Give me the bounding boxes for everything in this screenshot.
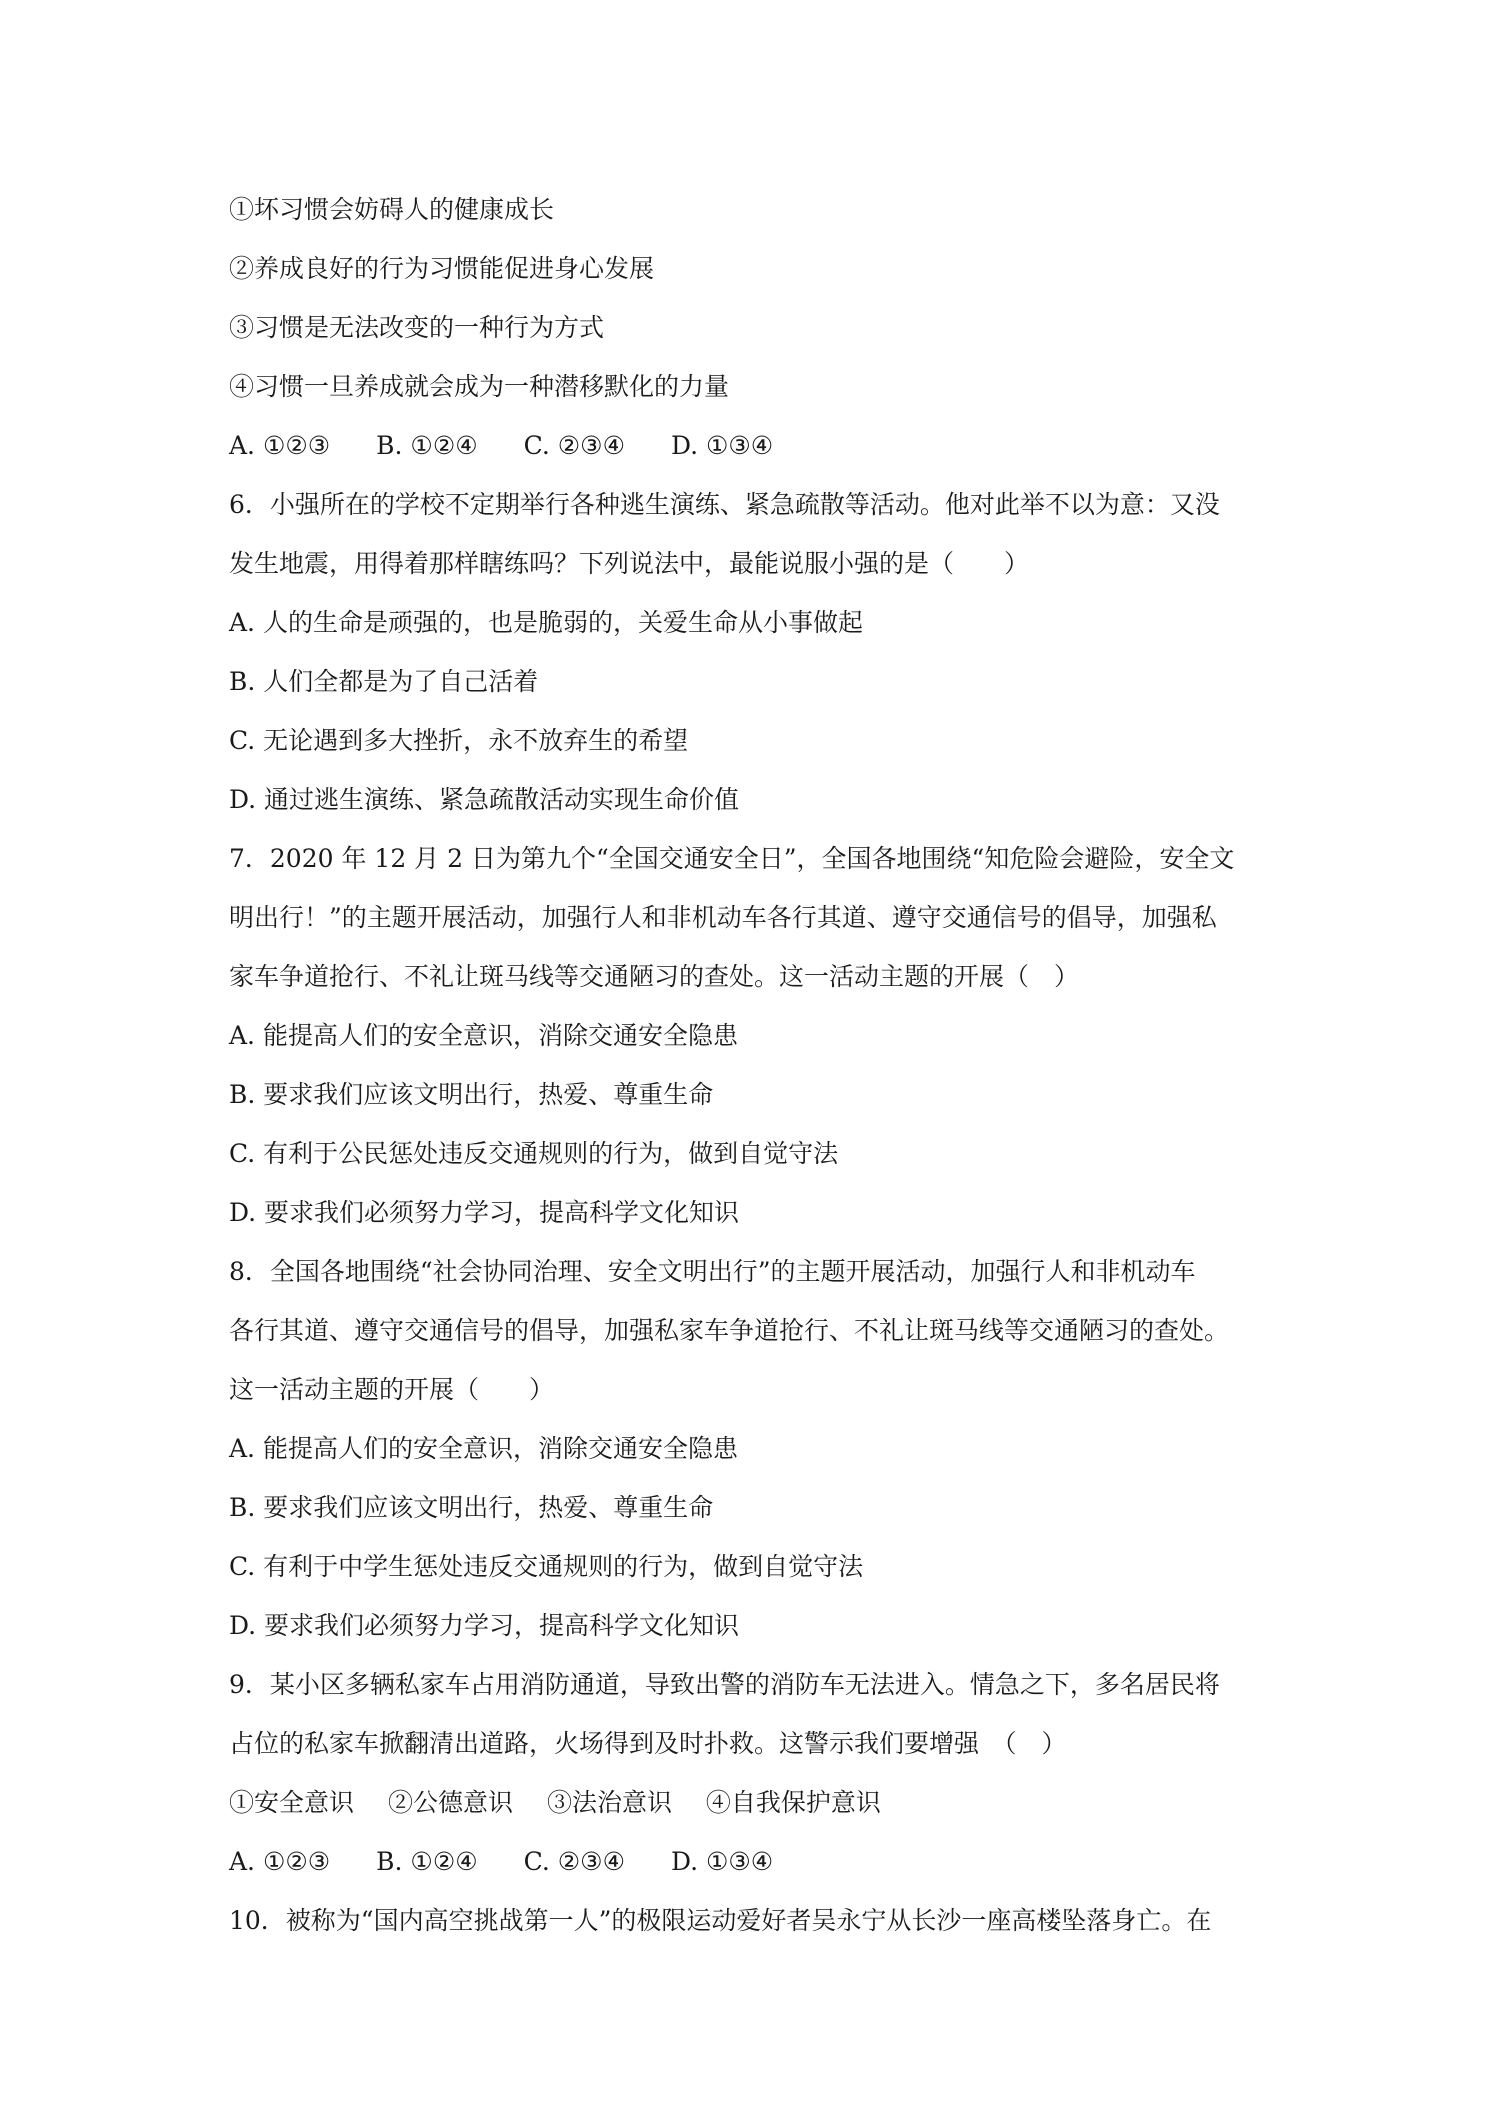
q5-statement-3: ③习惯是无法改变的一种行为方式 <box>229 313 605 342</box>
q9-statement-4: ④自我保护意识 <box>705 1788 881 1817</box>
q6-stem-line-2: 发生地震，用得着那样瞎练吗？下列说法中，最能说服小强的是（ ） <box>229 549 1030 578</box>
q8-stem-line-2: 各行其道、遵守交通信号的倡导，加强私家车争道抢行、不礼让斑马线等交通陋习的查处。 <box>229 1316 1230 1345</box>
q8-option-a: A. 能提高人们的安全意识，消除交通安全隐患 <box>229 1434 738 1463</box>
q6-option-c: C. 无论遇到多大挫折，永不放弃生的希望 <box>229 726 689 755</box>
q6-option-b: B. 人们全都是为了自己活着 <box>229 667 539 696</box>
q9-option-d: D. ①③④ <box>670 1847 774 1876</box>
q5-options <box>229 426 811 466</box>
q5-option-d: D. ①③④ <box>670 431 774 460</box>
q9-statements <box>229 1783 907 1823</box>
q9-statement-2: ②公德意识 <box>387 1788 513 1817</box>
q5-statement-4: ④习惯一旦养成就会成为一种潜移默化的力量 <box>229 372 730 401</box>
q7-stem-line-3: 家车争道抢行、不礼让斑马线等交通陋习的查处。这一活动主题的开展（ ） <box>229 962 1080 991</box>
q7-stem-line-1: 7．2020 年 12 月 2 日为第九个“全国交通安全日”，全国各地围绕“知危险会避险，安全文 <box>229 844 1235 873</box>
q7-option-b: B. 要求我们应该文明出行，热爱、尊重生命 <box>229 1080 714 1109</box>
q7-option-d: D. 要求我们必须努力学习，提高科学文化知识 <box>229 1198 740 1227</box>
q6-option-d: D. 通过逃生演练、紧急疏散活动实现生命价值 <box>229 785 740 814</box>
q7-option-c: C. 有利于公民惩处违反交通规则的行为，做到自觉守法 <box>229 1139 839 1168</box>
q9-stem-line-1: 9．某小区多辆私家车占用消防通道，导致出警的消防车无法进入。情急之下，多名居民将 <box>229 1670 1220 1699</box>
q9-options <box>229 1842 811 1882</box>
q5-option-a: A. ①②③ <box>229 431 331 460</box>
q6-stem-line-1: 6．小强所在的学校不定期举行各种逃生演练、紧急疏散等活动。他对此举不以为意：又没 <box>229 490 1220 519</box>
q5-statement-1: ①坏习惯会妨碍人的健康成长 <box>229 195 555 224</box>
q8-option-d: D. 要求我们必须努力学习，提高科学文化知识 <box>229 1611 740 1640</box>
q5-statement-2: ②养成良好的行为习惯能促进身心发展 <box>229 254 655 283</box>
q8-stem-line-1: 8．全国各地围绕“社会协同治理、安全文明出行”的主题开展活动，加强行人和非机动车 <box>229 1257 1196 1286</box>
q9-statement-3: ③法治意识 <box>546 1788 672 1817</box>
q8-option-b: B. 要求我们应该文明出行，热爱、尊重生命 <box>229 1493 714 1522</box>
q9-stem-line-2: 占位的私家车掀翻清出道路，火场得到及时扑救。这警示我们要增强 （ ） <box>229 1729 1067 1758</box>
q10-stem-line-1: 10．被称为“国内高空挑战第一人”的极限运动爱好者吴永宁从长沙一座高楼坠落身亡。在 <box>229 1906 1212 1935</box>
q8-stem-line-3: 这一活动主题的开展（ ） <box>229 1375 555 1404</box>
q5-option-c: C. ②③④ <box>523 431 625 460</box>
q9-option-b: B. ①②④ <box>376 1847 478 1876</box>
q5-option-b: B. ①②④ <box>376 431 478 460</box>
q8-option-c: C. 有利于中学生惩处违反交通规则的行为，做到自觉守法 <box>229 1552 864 1581</box>
q7-option-a: A. 能提高人们的安全意识，消除交通安全隐患 <box>229 1021 738 1050</box>
q6-option-a: A. 人的生命是顽强的，也是脆弱的，关爱生命从小事做起 <box>229 608 863 637</box>
q9-option-c: C. ②③④ <box>523 1847 625 1876</box>
q7-stem-line-2: 明出行！”的主题开展活动，加强行人和非机动车各行其道、遵守交通信号的倡导，加强私 <box>229 903 1217 932</box>
q9-option-a: A. ①②③ <box>229 1847 331 1876</box>
q9-statement-1: ①安全意识 <box>229 1788 355 1817</box>
